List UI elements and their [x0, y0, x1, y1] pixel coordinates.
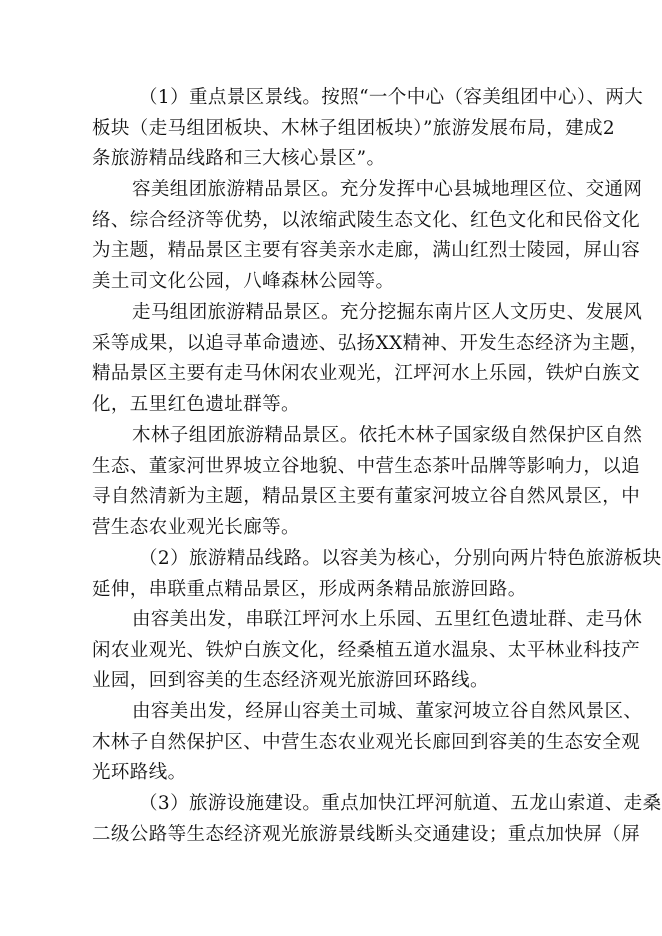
- paragraph-mulinzi-group: [92, 421, 643, 543]
- paragraph-tourism-facilities: [92, 789, 662, 850]
- text-line: 由容美出发，经屏山容美土司城、董家河坡立谷自然风景区、: [132, 701, 643, 722]
- paragraph-zouma-group: [92, 298, 649, 420]
- text-line: 生态、董家河世界坡立谷地貌、中营生态茶叶品牌等影响力，以追: [92, 455, 641, 477]
- text-line: 寻自然清新为主题，精品景区主要有董家河坡立谷自然风景区，中: [92, 486, 641, 508]
- text-line: 二级公路等生态经济观光旅游景线断头交通建设；重点加快屏（屏: [92, 823, 641, 845]
- text-line: 木林子组团旅游精品景区。依托木林子国家级自然保护区自然: [132, 425, 643, 446]
- text-line: 容美组团旅游精品景区。充分发挥中心县城地理区位、交通网: [132, 179, 643, 200]
- text-line: 木林子自然保护区、中营生态农业观光长廊回到容美的生态安全观: [92, 731, 641, 753]
- text-line: （1）重点景区景线。按照“一个中心（容美组团中心）、两大: [139, 87, 644, 108]
- text-line: 条旅游精品线路和三大核心景区”。: [92, 148, 386, 170]
- text-line: 闲农业观光、铁炉白族文化，经桑植五道水温泉、太平林业科技产: [92, 639, 641, 661]
- paragraph-key-scenic-areas: [92, 83, 644, 175]
- text-line: （2）旅游精品线路。以容美为核心，分别向两片特色旅游板块: [139, 548, 662, 569]
- paragraph-route-two: [92, 697, 643, 789]
- text-line: 美土司文化公园，八峰森林公园等。: [92, 270, 395, 292]
- text-line: 络、综合经济等优势，以浓缩武陵生态文化、红色文化和民俗文化: [92, 209, 641, 231]
- text-line: 由容美出发，串联江坪河水上乐园、五里红色遗址群、走马休: [132, 609, 643, 630]
- text-line: 业园，回到容美的生态经济观光旅游回环路线。: [92, 670, 489, 692]
- text-line: 营生态农业观光长廊等。: [92, 516, 300, 538]
- paragraph-tourism-routes: [92, 544, 662, 605]
- text-line: 走马组团旅游精品景区。充分挖掘东南片区人文历史、发展风: [132, 302, 643, 323]
- text-line: 采等成果，以追寻革命遗迹、弘扬XX精神、开发生态经济为主题，: [92, 332, 649, 354]
- text-line: 延伸，串联重点精品景区，形成两条精品旅游回路。: [92, 578, 527, 600]
- text-line: 化，五里红色遗址群等。: [92, 393, 300, 415]
- text-line: 光环路线。: [92, 762, 187, 784]
- text-line: 为主题，精品景区主要有容美亲水走廊，满山红烈士陵园，屏山容: [92, 240, 641, 262]
- text-line: （3）旅游设施建设。重点加快江坪河航道、五龙山索道、走桑: [139, 793, 662, 814]
- text-line: 精品景区主要有走马休闲农业观光，江坪河水上乐园，铁炉白族文: [92, 363, 641, 385]
- paragraph-route-one: [92, 605, 643, 697]
- text-line: 板块（走马组团板块、木林子组团板块）”旅游发展布局，建成2: [92, 117, 616, 139]
- paragraph-rongmei-group: [92, 175, 643, 297]
